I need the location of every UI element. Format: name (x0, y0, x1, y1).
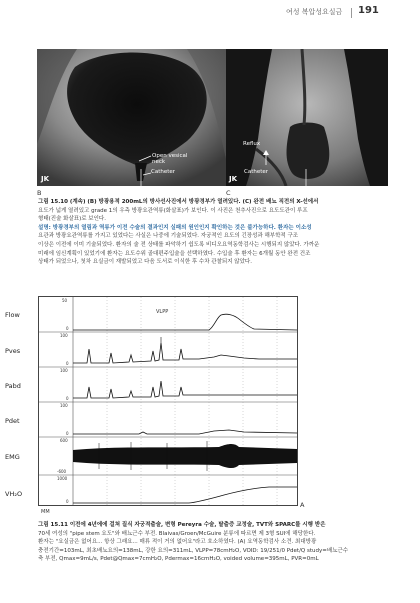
panel-letter-a: A (300, 501, 305, 509)
panel-letter-c: C (226, 189, 231, 197)
panel-letter-b: B (37, 189, 42, 197)
open-vesical-neck-label: Open vesical neck (152, 153, 188, 165)
channel-label-emg: EMG (5, 453, 20, 461)
vh2o-scale-top: 1000 (57, 476, 68, 481)
fluoroscopy-image-c (226, 49, 388, 186)
fluoroscopy-image-b (37, 49, 226, 186)
image-tag-c: JK (229, 175, 238, 183)
emg-scale-top: 600 (60, 438, 68, 443)
caption-line: 이상은 이전에 이미 기술되었다. 환자의 술 전 상태를 파악하기 쉽도록 비디오요역동학검사는 시행되지 않았다. 가까운 (38, 241, 320, 248)
caption-line: 그림 15.10 (계속) (B) 방광용적 200mL의 방사선사진에서 방광경부가 열려있다. (C) 완전 배뇨 직전의 X-선에서 (38, 199, 319, 205)
caption-line: 그림 15.11 이전에 4년에에 걸쳐 질식 자궁적출술, 변형 Pereyra 수술, 탈출증 교정술, TVT와 SPARC를 시행 받은 (38, 522, 326, 528)
flow-scale-top: 50 (62, 298, 68, 303)
vh2o-scale-bottom: 0 (66, 499, 69, 504)
channel-label-pdet: Pdet (5, 417, 20, 425)
caption-line: 요관과 방광요관역류를 가지고 있었다는 사실은 나중에 기술되었다. 자궁적인 요도의 긴장성과 해부학적 구조 (38, 233, 299, 240)
pdet-scale-bottom: 0 (66, 431, 69, 436)
trace-tag: MM (41, 509, 50, 515)
figure-caption-15-10 (38, 198, 388, 267)
pabd-scale-top: 100 (60, 368, 68, 373)
caption-line: 충전기간=103mL, 최초배뇨요의=138mL, 강한 요의=311mL, VLPP=78cmH₂O, VOID: 19/251/0 Pdet/Q study=배뇨근수 (38, 547, 349, 554)
page-number: 191 (358, 5, 379, 16)
pves-scale-bottom: 0 (66, 361, 69, 366)
flow-scale-bottom: 0 (66, 326, 69, 331)
caption-line: 환자는 "요실금은 없어요... 항상 그래요... 매류 적이 거의 없어요"라고 호소하였다. (A) 요역동학검사 소견. 최대방광 (38, 539, 317, 546)
channel-label-pves: Pves (5, 347, 21, 355)
caption-line: 상태가 되었으나, 첫차 요실금이 재발되었고 다음 도서로 이식한 후 수차 관찰되지 않았다. (38, 259, 252, 266)
caption-explanation-line: 설명: 방광경부의 열림과 역류가 이전 수술의 결과인지 실패의 원인인지 확인하는 것은 불가능하다. 환자는 이소성 (38, 224, 312, 231)
figure-caption-15-11 (38, 521, 388, 564)
catheter-label-b: Catheter (151, 169, 176, 175)
caption-line: 미래에 임신계획이 있었기에 환자는 요도수위 골대편주입술을 선택하였다. 수입술 후 환자는 6개월 동안 완전 건조 (38, 250, 311, 257)
caption-line: 축 부전, Qmax=9mL/s, Pdet@Qmax=7cmH₂O, Pdermax=16cmH₂O, voided volume=395mL, PVR=0mL (38, 556, 319, 563)
caption-line: 요도가 넓게 열려있고 grade 1의 우측 방광요관역류(화살표)가 보인다. 이 사진은 천추사진으로 요도도관이 루프 (38, 207, 308, 214)
vlpp-annotation: VLPP (156, 309, 169, 315)
pdet-scale-top: 100 (60, 403, 68, 408)
caption-line: 70세 여성의 "pipe stem 요도"와 배뇨근수 부전. Blaivas/Groen/McGuire 분류에 따르면 제 3형 SUI에 해당한다. (38, 530, 316, 537)
channel-label-vh2o: VH₂O (5, 490, 23, 498)
pves-scale-top: 100 (60, 333, 68, 338)
pabd-scale-bottom: 0 (66, 396, 69, 401)
header-divider (351, 8, 352, 18)
reflux-label: Reflux (243, 141, 261, 147)
caption-line: 형태(진술 화살표)로 보인다. (38, 216, 106, 223)
image-tag-b: JK (41, 175, 50, 183)
emg-scale-bottom: -600 (57, 469, 67, 474)
catheter-label-c: Catheter (244, 169, 269, 175)
chapter-title: 여성 복압성요실금 (286, 8, 343, 16)
urodynamic-trace (5, 296, 298, 506)
channel-label-pabd: Pabd (5, 382, 21, 390)
channel-label-flow: Flow (5, 311, 20, 319)
